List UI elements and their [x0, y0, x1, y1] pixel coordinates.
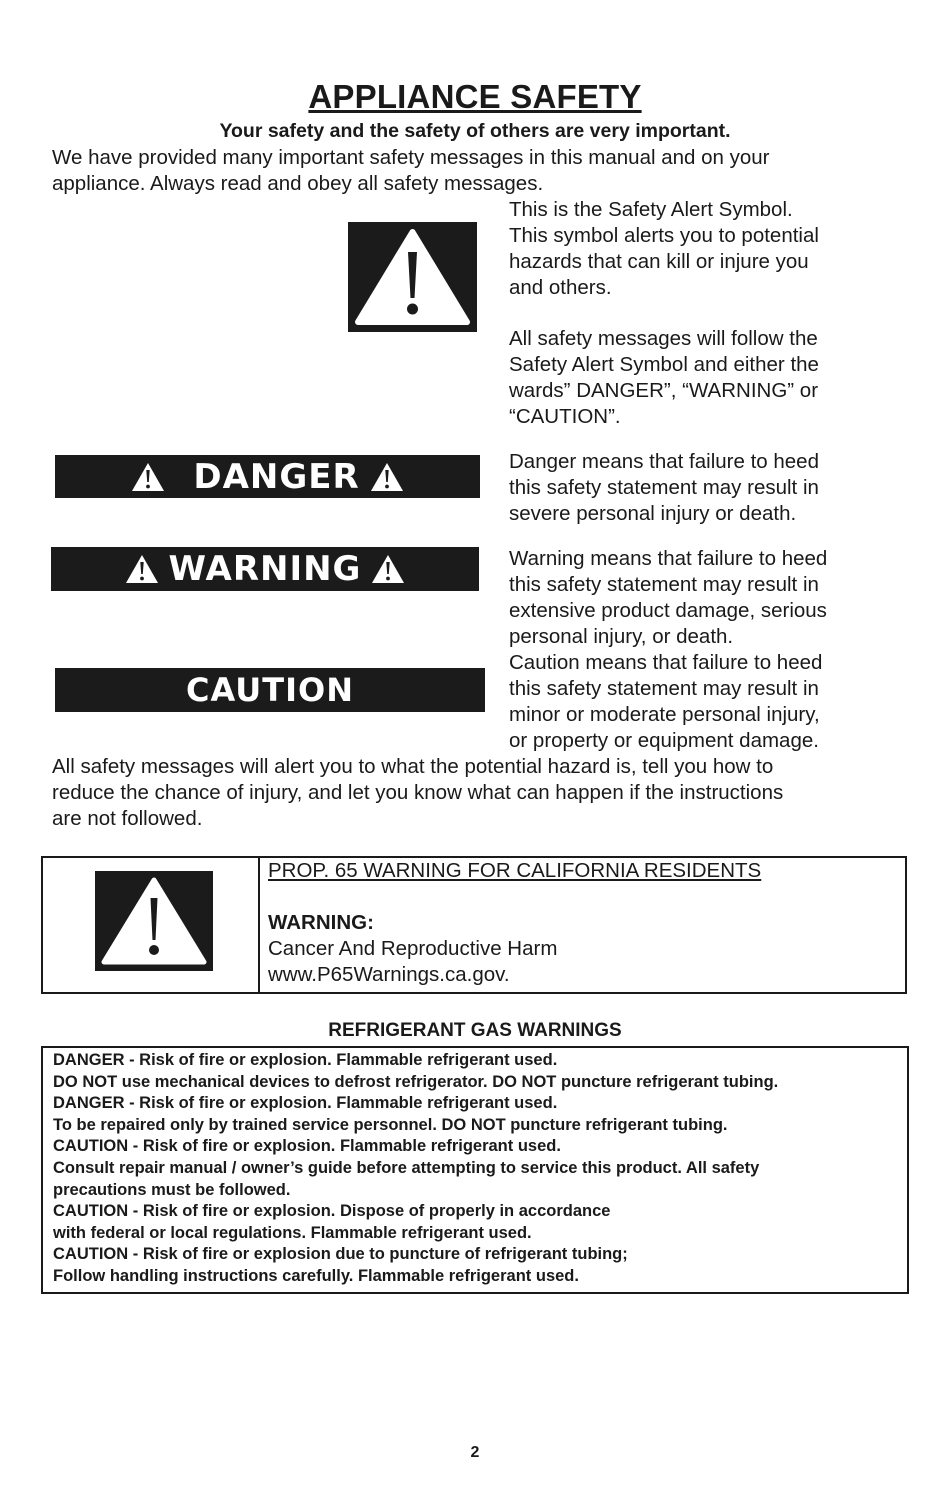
text-line: minor or moderate personal injury, — [509, 703, 820, 726]
refrigerant-warning-line: CAUTION - Risk of fire or explosion due to puncture of refrigerant tubing; — [53, 1245, 628, 1264]
text-line: This symbol alerts you to potential — [509, 224, 819, 247]
text-line: Danger means that failure to heed — [509, 450, 819, 473]
refrigerant-warning-line: CAUTION - Risk of fire or explosion. Dispose of properly in accordance — [53, 1202, 611, 1221]
alert-symbol-description — [509, 197, 909, 301]
page-title: APPLIANCE SAFETY — [308, 78, 642, 115]
text-line: and others. — [509, 276, 612, 299]
refrigerant-warnings-title: REFRIGERANT GAS WARNINGS — [328, 1020, 622, 1041]
warning-description — [509, 546, 909, 650]
intro-paragraph — [52, 145, 912, 197]
prop65-text — [268, 858, 898, 988]
text-line: This is the Safety Alert Symbol. — [509, 198, 793, 221]
intro-line: We have provided many important safety messages in this manual and on your — [52, 146, 770, 169]
text-line: this safety statement may result in — [509, 573, 819, 596]
prop65-url: www.P65Warnings.ca.gov. — [268, 963, 510, 986]
caution-label: CAUTION — [186, 671, 354, 709]
refrigerant-warnings-list — [53, 1050, 898, 1288]
outro-line: are not followed. — [52, 807, 203, 830]
prop65-heading: PROP. 65 WARNING FOR CALIFORNIA RESIDENTS — [268, 859, 762, 882]
page-subtitle: Your safety and the safety of others are very important. — [219, 120, 731, 142]
refrigerant-warning-line: Consult repair manual / owner’s guide before attempting to service this product. All safety — [53, 1158, 760, 1177]
refrigerant-warning-line: precautions must be followed. — [53, 1180, 291, 1199]
signal-words-explanation — [509, 326, 909, 430]
text-line: Safety Alert Symbol and either the — [509, 353, 819, 376]
caution-banner — [55, 668, 485, 712]
warning-label: WARNING — [168, 549, 362, 589]
text-line: or property or equipment damage. — [509, 729, 819, 752]
prop65-warning-label: WARNING: — [268, 911, 374, 934]
outro-line: reduce the chance of injury, and let you know what can happen if the instructions — [52, 781, 784, 804]
warning-triangle-icon — [370, 462, 404, 492]
text-line: All safety messages will follow the — [509, 327, 818, 350]
refrigerant-warning-line: DO NOT use mechanical devices to defrost refrigerator. DO NOT puncture refrigerant tubing. — [53, 1072, 779, 1091]
text-line: severe personal injury or death. — [509, 502, 797, 525]
warning-triangle-icon — [371, 554, 405, 584]
text-line: Warning means that failure to heed — [509, 547, 828, 570]
refrigerant-warning-line: CAUTION - Risk of fire or explosion. Flammable refrigerant used. — [53, 1137, 561, 1156]
danger-label: DANGER — [193, 456, 360, 497]
safety-alert-icon — [348, 222, 477, 332]
outro-line: All safety messages will alert you to what the potential hazard is, tell you how to — [52, 755, 774, 778]
refrigerant-warning-line: DANGER - Risk of fire or explosion. Flammable refrigerant used. — [53, 1094, 558, 1113]
warning-triangle-icon — [131, 462, 165, 492]
prop65-divider — [258, 858, 260, 994]
prop65-warning-box — [41, 856, 907, 994]
refrigerant-warning-line: DANGER - Risk of fire or explosion. Flammable refrigerant used. — [53, 1051, 558, 1069]
text-line: Caution means that failure to heed — [509, 651, 823, 674]
text-line: personal injury, or death. — [509, 625, 734, 648]
text-line: hazards that can kill or injure you — [509, 250, 809, 273]
text-line: wards” DANGER”, “WARNING” or — [509, 379, 819, 402]
text-line: this safety statement may result in — [509, 476, 819, 499]
text-line: this safety statement may result in — [509, 677, 819, 700]
warning-banner — [51, 547, 479, 591]
refrigerant-warning-line: To be repaired only by trained service personnel. DO NOT puncture refrigerant tubing. — [53, 1115, 728, 1134]
safety-alert-icon — [95, 871, 213, 971]
refrigerant-warnings-box — [41, 1046, 909, 1294]
intro-line: appliance. Always read and obey all safety messages. — [52, 172, 544, 195]
text-line: extensive product damage, serious — [509, 599, 827, 622]
refrigerant-warning-line: Follow handling instructions carefully. Flammable refrigerant used. — [53, 1266, 579, 1285]
text-line: “CAUTION”. — [509, 405, 621, 428]
prop65-hazard-text: Cancer And Reproductive Harm — [268, 937, 558, 960]
refrigerant-warning-line: with federal or local regulations. Flammable refrigerant used. — [53, 1223, 532, 1242]
danger-description — [509, 449, 909, 527]
caution-description — [509, 650, 909, 754]
safety-alert-symbol — [348, 222, 477, 332]
page-number: 2 — [470, 1444, 480, 1461]
prop65-alert-symbol — [95, 871, 213, 971]
danger-banner — [55, 455, 480, 498]
warning-triangle-icon — [125, 554, 159, 584]
outro-paragraph — [52, 754, 912, 832]
